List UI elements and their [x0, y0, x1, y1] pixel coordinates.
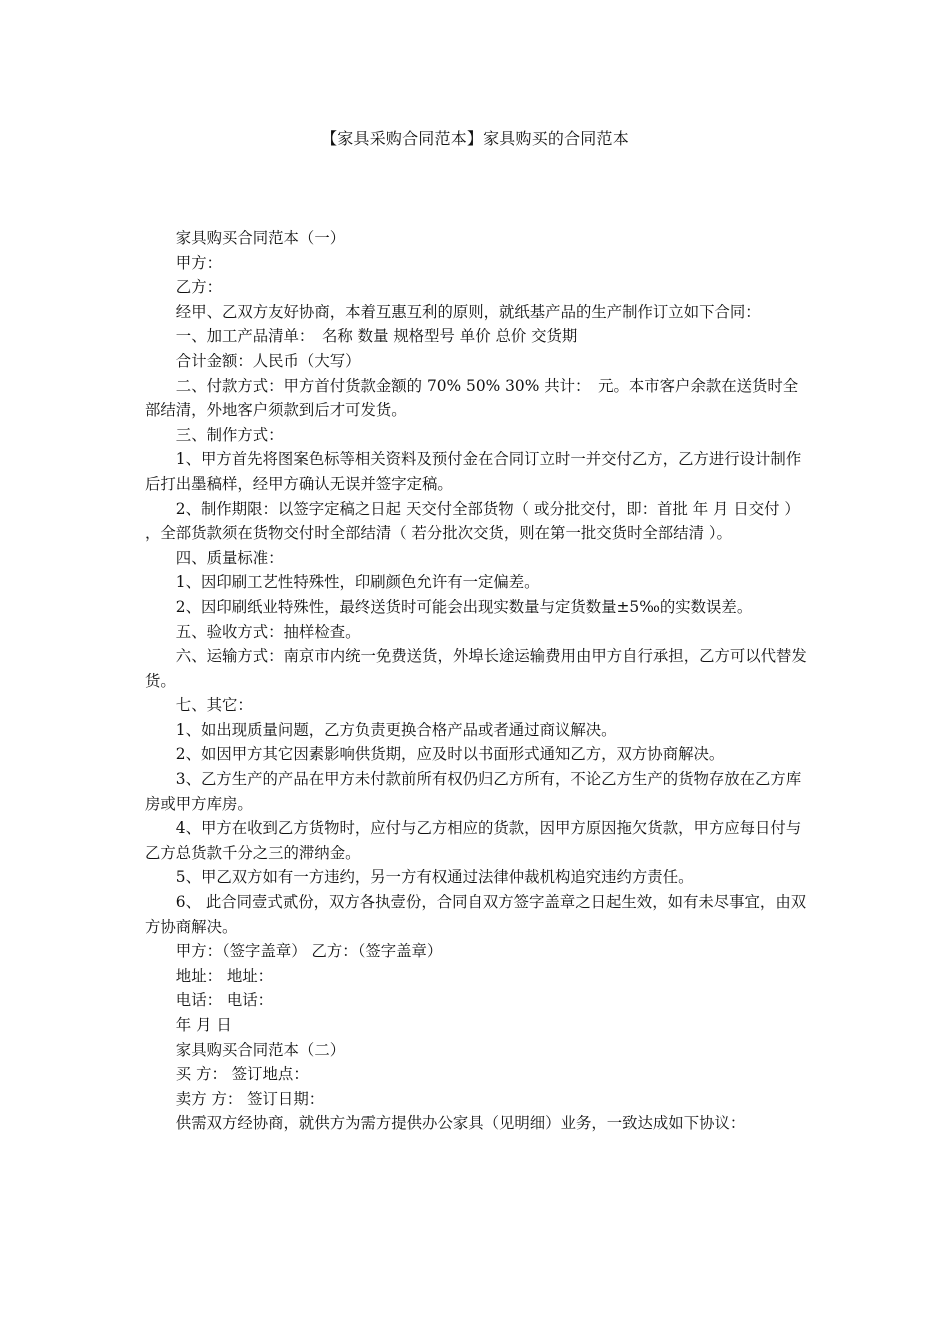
section-heading-contract-1: 家具购买合同范本（一） — [175, 229, 346, 247]
document-body — [145, 226, 810, 1136]
clause-total-amount: 合计金额：人民币（大写） — [175, 351, 361, 370]
preamble-paragraph: 经甲、乙双方友好协商，本着互惠互利的原则，就纸基产品的生产制作订立如下合同： — [175, 302, 761, 321]
document-title: 【家具采购合同范本】家具购买的合同范本 — [321, 129, 629, 148]
clause-product-list: 一、加工产品清单： 名称 数量 规格型号 单价 总价 交货期 — [175, 327, 578, 346]
signature-line: 甲方：（签字盖章） 乙方：（签字盖章） — [175, 942, 443, 961]
clause-production-heading: 三、制作方式： — [175, 425, 284, 444]
buyer-line: 买 方： 签订地点： — [175, 1065, 309, 1084]
party-b-line: 乙方： — [175, 278, 222, 297]
clause-other-heading: 七、其它： — [175, 696, 253, 715]
clause-transport: 六、运输方式：南京市内统一免费送货，外埠长途运输费用由甲方自行承担，乙方可以代替发货。 — [145, 647, 807, 690]
agreement-intro: 供需双方经协商，就供方为需方提供办公家具（见明细）业务，一致达成如下协议： — [175, 1114, 746, 1133]
date-line: 年 月 日 — [175, 1016, 232, 1034]
clause-production-item-2: 2、制作期限：以签字定稿之日起 天交付全部货物（ 或分批交付，即：首批 年 月 日交付 ） ，全部货款须在货物交付时全部结清（ 若分批次交货，则在第一批交货时全部结清 ）。 — [145, 499, 800, 543]
phone-line: 电话： 电话： — [175, 991, 274, 1010]
clause-other-item-1: 1、如出现质量问题，乙方负责更换合格产品或者通过商议解决。 — [175, 720, 617, 739]
clause-quality-heading: 四、质量标准： — [175, 548, 284, 567]
seller-line: 卖方 方： 签订日期： — [175, 1089, 325, 1108]
clause-other-item-6: 6、 此合同壹式贰份，双方各执壹份，合同自双方签字盖章之日起生效，如有未尽事宜，由双方协商解决。 — [145, 893, 807, 936]
clause-other-item-3: 3、乙方生产的产品在甲方未付款前所有权仍归乙方所有，不论乙方生产的货物存放在乙方库房或甲方库房。 — [145, 770, 802, 813]
clause-quality-item-2: 2、因印刷纸业特殊性，最终送货时可能会出现实数量与定货数量±5‰的实数误差。 — [175, 597, 753, 616]
clause-other-item-5: 5、甲乙双方如有一方违约，另一方有权通过法律仲裁机构追究违约方责任。 — [175, 868, 694, 887]
clause-other-item-4: 4、甲方在收到乙方货物时，应付与乙方相应的货款，因甲方原因拖欠货款，甲方应每日付与乙方总货款千分之三的滞纳金。 — [145, 819, 802, 862]
clause-quality-item-1: 1、因印刷工艺性特殊性，印刷颜色允许有一定偏差。 — [175, 573, 540, 592]
party-a-line: 甲方： — [175, 253, 222, 272]
clause-production-item-1: 1、甲方首先将图案色标等相关资料及预付金在合同订立时一并交付乙方，乙方进行设计制作后打出墨稿样，经甲方确认无误并签字定稿。 — [145, 450, 802, 493]
section-heading-contract-2: 家具购买合同范本（二） — [175, 1040, 346, 1059]
clause-inspection: 五、验收方式：抽样检查。 — [175, 622, 361, 641]
clause-other-item-2: 2、如因甲方其它因素影响供货期，应及时以书面形式通知乙方，双方协商解决。 — [175, 745, 725, 764]
clause-payment: 二、付款方式：甲方首付货款金额的 70% 50% 30% 共计： 元。本市客户余款在送货时全部结清，外地客户须款到后才可发货。 — [145, 376, 799, 420]
address-line: 地址： 地址： — [175, 966, 274, 985]
